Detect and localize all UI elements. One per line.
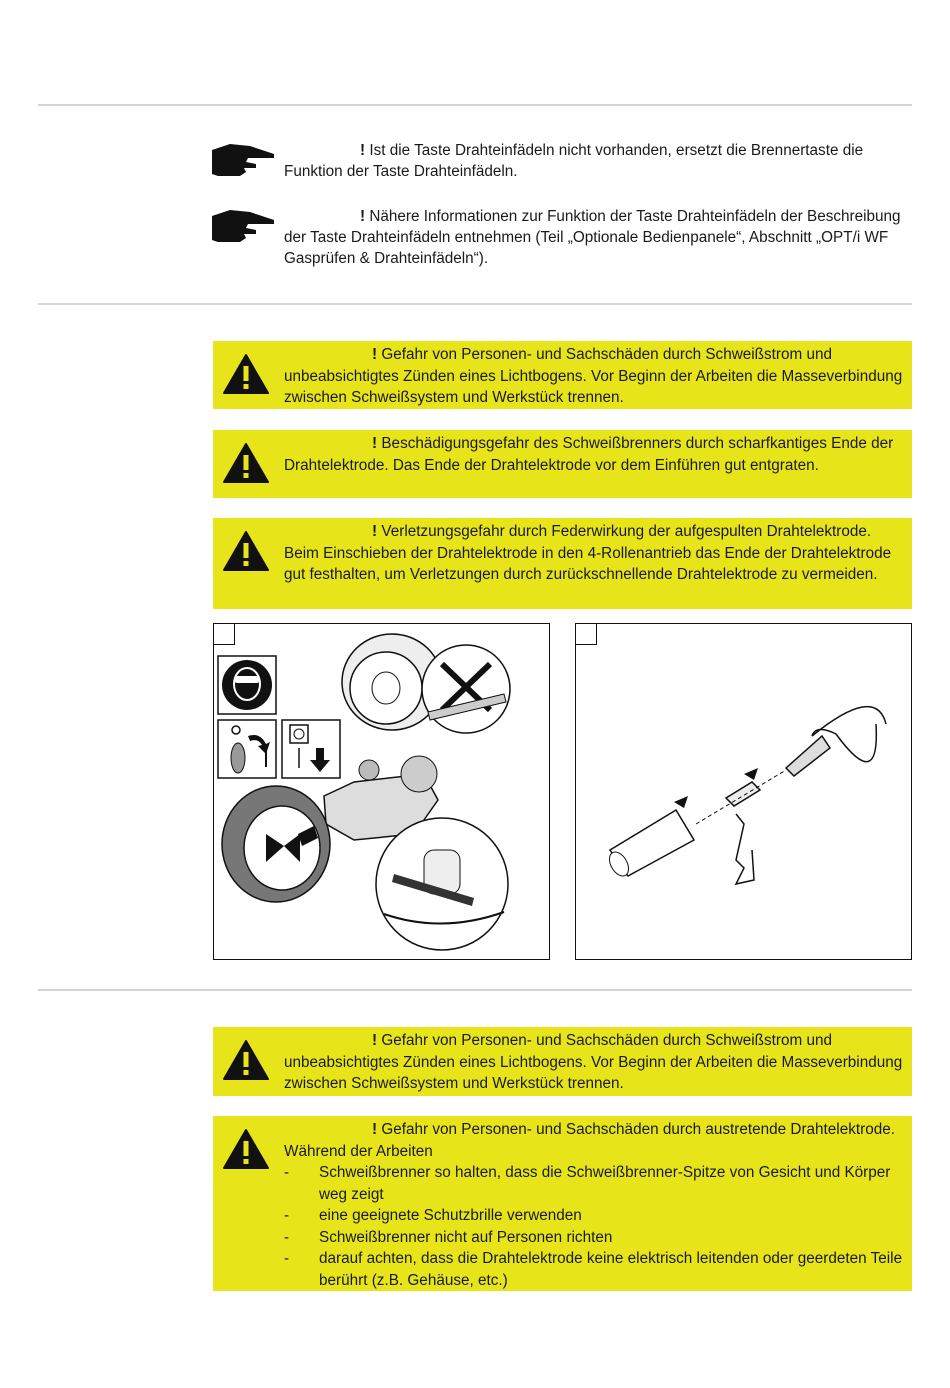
pointing-hand-icon xyxy=(210,206,276,246)
section-divider xyxy=(38,104,912,106)
note: ! Nähere Informationen zur Funktion der Taste Drahteinfädeln der Beschreibung der Taste Drahteinfädeln entnehmen (Teil „Optionale Bedienpanele“, Abschnitt „OPT/i WF Gasprüfen & Drahteinfädeln“). xyxy=(210,206,910,269)
list-item: - Schweißbrenner nicht auf Personen richten xyxy=(284,1227,908,1249)
note-text: Ist die Taste Drahteinfädeln nicht vorhanden, ersetzt die Brennertaste die Funktion der Taste Drahteinfädeln. xyxy=(284,142,864,180)
warning-text: Beschädigungsgefahr des Schweißbrenners durch scharfkantiges Ende der Drahtelektrode. Das Ende der Drahtelektrode vor dem Einführen gut entgraten. xyxy=(284,435,894,474)
note: ! Ist die Taste Drahteinfädeln nicht vorhanden, ersetzt die Brennertaste die Funktion der Taste Drahteinfädeln. xyxy=(210,140,910,182)
warning-triangle-icon xyxy=(223,1039,269,1081)
warning-text: Verletzungsgefahr durch Federwirkung der aufgespulten Drahtelektrode. Beim Einschieben der Drahtelektrode in den 4-Rollenantrieb das Ende der Drahtelektrode gut festhalten, um Verletzungen durch zurückschnellende Drahtelektrode zu vermeiden. xyxy=(284,523,892,583)
list-item: - Schweißbrenner so halten, dass die Schweißbrenner-Spitze von Gesicht und Körper weg zeigt xyxy=(284,1162,908,1205)
warning-text: Gefahr von Personen- und Sachschäden durch Schweißstrom und unbeabsichtigtes Zünden eines Lichtbogens. Vor Beginn der Arbeiten die Masseverbindung zwischen Schweißsystem und Werkstück trennen. xyxy=(284,346,903,406)
section-divider xyxy=(38,989,912,991)
warning-box: ! Verletzungsgefahr durch Federwirkung der aufgespulten Drahtelektrode. Beim Einschieben der Drahtelektrode in den 4-Rollenantrieb das Ende der Drahtelektrode gut festhalten, um Verletzungen durch zurückschnellende Drahtelektrode zu vermeiden. xyxy=(213,518,912,609)
warning-triangle-icon xyxy=(223,530,269,572)
section-divider xyxy=(38,303,912,305)
figure-wire-spool-insertion xyxy=(213,623,550,960)
warning-box: ! Beschädigungsgefahr des Schweißbrenners durch scharfkantiges Ende der Drahtelektrode. Das Ende der Drahtelektrode vor dem Einführen gut entgraten. xyxy=(213,430,912,498)
warning-box: ! Gefahr von Personen- und Sachschäden durch Schweißstrom und unbeabsichtigtes Zünden eines Lichtbogens. Vor Beginn der Arbeiten die Masseverbindung zwischen Schweißsystem und Werkstück trennen. xyxy=(213,1027,912,1096)
note-text: Nähere Informationen zur Funktion der Taste Drahteinfädeln der Beschreibung der Taste Drahteinfädeln entnehmen (Teil „Optionale Bedienpanele“, Abschnitt „OPT/i WF Gasprüfen & Drahteinfädeln“). xyxy=(284,208,901,267)
list-item: - eine geeignete Schutzbrille verwenden xyxy=(284,1205,908,1227)
warning-text: Gefahr von Personen- und Sachschäden durch Schweißstrom und unbeabsichtigtes Zünden eines Lichtbogens. Vor Beginn der Arbeiten die Masseverbindung zwischen Schweißsystem und Werkstück trennen. xyxy=(284,1032,903,1092)
warning-box: ! Gefahr von Personen- und Sachschäden durch austretende Drahtelektrode. Während der Arbeiten - Schweißbrenner so halten, dass die Schweißbrenner-Spitze von Gesicht und Körper weg zeigt - eine geeignete Schutzbrille verwenden - Schweißbrenner nicht auf Personen richten - darauf achten, dass die Drahtelektrode keine elektrisch leitenden oder geerdeten Teile berührt (z.B. Gehäuse, etc.) xyxy=(213,1116,912,1291)
torch-illustration xyxy=(576,624,910,958)
figure-torch-disassembly xyxy=(575,623,912,960)
warning-box: ! Gefahr von Personen- und Sachschäden durch Schweißstrom und unbeabsichtigtes Zünden eines Lichtbogens. Vor Beginn der Arbeiten die Masseverbindung zwischen Schweißsystem und Werkstück trennen. xyxy=(213,341,912,409)
list-item: - darauf achten, dass die Drahtelektrode keine elektrisch leitenden oder geerdeten Teile berührt (z.B. Gehäuse, etc.) xyxy=(284,1248,908,1291)
warning-triangle-icon xyxy=(223,442,269,484)
warning-triangle-icon xyxy=(223,353,269,395)
warning-triangle-icon xyxy=(223,1128,269,1170)
warning-text: Gefahr von Personen- und Sachschäden durch austretende Drahtelektrode. Während der Arbeiten xyxy=(284,1121,895,1160)
warning-list xyxy=(284,1162,908,1291)
pointing-hand-icon xyxy=(210,140,276,180)
wire-feeder-illustration xyxy=(214,624,548,958)
